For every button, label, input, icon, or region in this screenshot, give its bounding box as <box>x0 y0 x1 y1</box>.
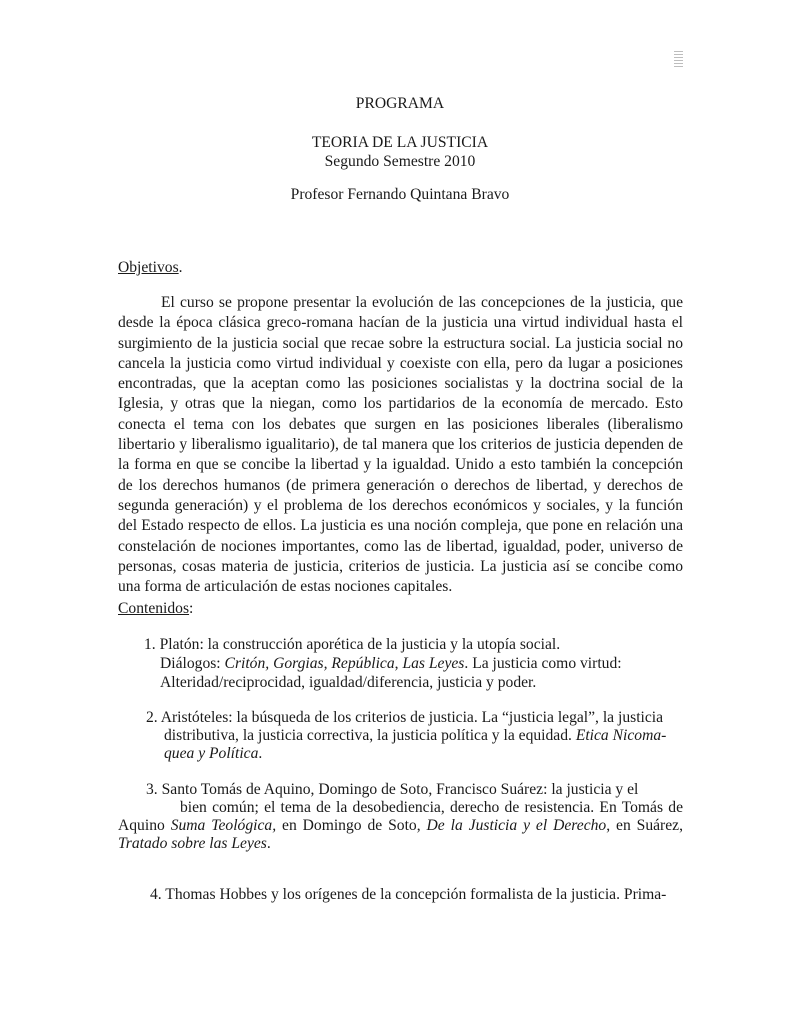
item1-line2: Diálogos: Critón, Gorgias, República, Las Leyes. La justicia como virtud: <box>160 655 622 672</box>
item1-line3: Alteridad/reciprocidad, igualdad/diferencia, justicia y poder. <box>160 674 537 691</box>
item3-line1: 3. Santo Tomás de Aquino, Domingo de Soto, Francisco Suárez: la justicia y el <box>146 781 639 798</box>
item3-line2: bien común; el tema de la desobediencia, derecho de resistencia. En Tomás de <box>180 799 683 816</box>
objetivos-paragraph <box>118 293 683 597</box>
course-title: TEORIA DE LA JUSTICIA <box>311 134 489 151</box>
objetivos-heading: Objetivos. <box>118 259 183 276</box>
semester: Segundo Semestre 2010 <box>324 153 476 170</box>
item3-line4: Tratado sobre las Leyes. <box>118 835 271 852</box>
item3-line3: Aquino Suma Teológica, en Domingo de Soto, De la Justicia y el Derecho, en Suárez, <box>118 817 683 834</box>
item4-line1: 4. Thomas Hobbes y los orígenes de la concepción formalista de la justicia. Prima- <box>150 886 667 903</box>
objetivos-text: El curso se propone presentar la evolución de las concepciones de la justicia, que desde la época clásica greco-romana hacían de la justicia una virtud individual hasta el surgimiento de la justicia social que recae sobre la estructura social. La justicia social no cancela la justicia como virtud individual y coexiste con ella, pero da lugar a posiciones encontradas, que la aceptan como las posiciones socialistas y la doctrina social de la Iglesia, y otras que la niegan, como los partidarios de la economía de mercado. Esto conecta el tema con los debates que surgen en las posiciones liberales (liberalismo libertario y liberalismo igualitario), de tal manera que los criterios de justicia dependen de la forma en que se concibe la libertad y la igualdad. Unido a esto también la concepción de los derechos humanos (de primera generación o derechos de libertad, y derechos de segunda generación) y el problema de los derechos económicos y sociales, y la función del Estado respecto de ellos. La justicia es una noción compleja, que pone en relación una constelación de nociones importantes, como las de libertad, igualdad, poder, universo de personas, cosas materia de justicia, criterios de justicia. La justicia así se concibe como una forma de articulación de estas nociones capitales. <box>118 294 683 596</box>
item2-line2: distributiva, la justicia correctiva, la justicia política y la equidad. Etica Nicoma- <box>164 727 667 744</box>
document-title: PROGRAMA <box>355 95 445 112</box>
item2-line3: quea y Política. <box>164 745 263 762</box>
item1-line1: 1. Platón: la construcción aporética de la justicia y la utopía social. <box>144 636 561 653</box>
contenidos-heading: Contenidos: <box>118 600 194 617</box>
item2-line1: 2. Aristóteles: la búsqueda de los criterios de justicia. La “justicia legal”, la justicia <box>146 709 664 726</box>
menu-icon <box>674 51 683 69</box>
professor: Profesor Fernando Quintana Bravo <box>290 186 510 203</box>
